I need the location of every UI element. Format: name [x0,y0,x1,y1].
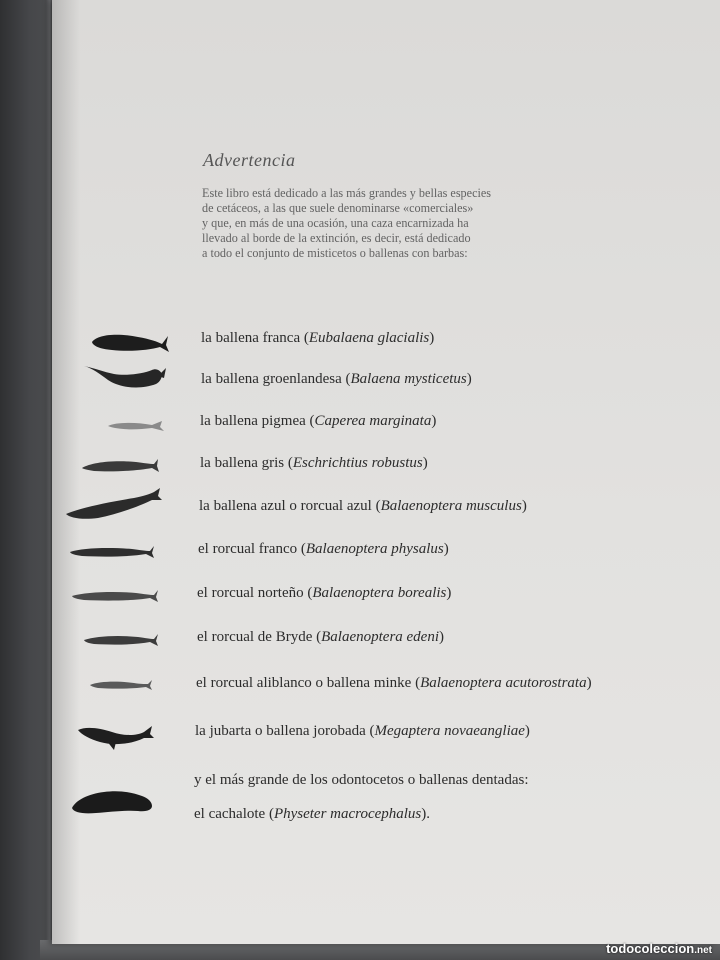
common-name: la ballena franca [201,330,301,346]
scientific-name: Eubalaena glacialis [308,330,430,346]
species-entry: el rorcual aliblanco o ballena minke (Balaenoptera acutorostrata) [196,675,592,691]
common-name: el rorcual franco [198,541,298,557]
intro-line: llevado al borde de la extinción, es decir, está dedicado [202,231,471,245]
brydes-whale-icon [82,632,160,648]
species-entry: la ballena franca (Eubalaena glacialis) [201,330,435,346]
odontocete-intro: y el más grande de los odontocetos o ballenas dentadas: [194,772,529,788]
pygmy-right-whale-icon [106,419,166,433]
blue-whale-icon [64,488,162,524]
common-name: el cachalote [194,806,266,822]
common-name: la ballena pigmea [200,413,306,429]
species-entry: el rorcual franco (Balaenoptera physalus) [198,541,449,557]
scientific-name: Balaenoptera edeni [321,629,440,645]
common-name: la jubarta o ballena jorobada [195,723,366,739]
common-name: el rorcual aliblanco o ballena minke [196,675,412,691]
watermark-brand: todocoleccion [606,941,695,956]
scientific-name: Eschrichtius robustus [292,455,423,471]
intro-line: a todo el conjunto de misticetos o ballenas con barbas: [202,246,468,260]
common-name: el rorcual norteño [197,585,304,601]
common-name: la ballena azul o rorcual azul [199,498,372,514]
right-whale-icon [90,330,170,354]
scientific-name: Physeter macrocephalus [273,806,422,822]
scientific-name: Balaena mysticetus [350,371,467,387]
species-entry: el rorcual norteño (Balaenoptera borealis) [197,585,452,601]
intro-line: y que, en más de una ocasión, una caza encarnizada ha [202,216,469,230]
humpback-whale-icon [76,716,156,752]
scientific-name: Balaenoptera acutorostrata [420,675,587,691]
common-name: la ballena gris [200,455,285,471]
sperm-whale-icon [70,786,154,816]
species-entry: la jubarta o ballena jorobada (Megaptera novaeangliae) [195,723,530,739]
species-entry: la ballena azul o rorcual azul (Balaenoptera musculus) [199,498,527,514]
fin-whale-icon [68,544,154,560]
intro-line: de cetáceos, a las que suele denominarse «comerciales» [202,201,474,215]
species-entry: el rorcual de Bryde (Balaenoptera edeni) [197,629,445,645]
species-entry: la ballena gris (Eschrichtius robustus) [200,455,428,471]
scientific-name: Megaptera novaeangliae [374,723,525,739]
scientific-name: Caperea marginata [314,413,432,429]
book-page [52,0,720,944]
species-entry: el cachalote (Physeter macrocephalus). [194,806,431,822]
watermark-tld: .net [694,945,712,956]
intro-paragraph [202,186,562,261]
scientific-name: Balaenoptera physalus [305,541,444,557]
species-entry: la ballena groenlandesa (Balaena mysticetus) [201,371,472,387]
common-name: el rorcual de Bryde [197,629,313,645]
watermark [606,941,712,956]
gray-whale-icon [80,456,160,476]
species-entry: la ballena pigmea (Caperea marginata) [200,413,437,429]
scientific-name: Balaenoptera musculus [380,498,522,514]
intro-line: Este libro está dedicado a las más grandes y bellas especies [202,186,492,200]
common-name: la ballena groenlandesa [201,371,342,387]
bowhead-whale-icon [82,360,168,396]
minke-whale-icon [88,678,154,692]
sei-whale-icon [70,588,160,604]
scientific-name: Balaenoptera borealis [312,585,447,601]
section-title: Advertencia [203,150,296,170]
